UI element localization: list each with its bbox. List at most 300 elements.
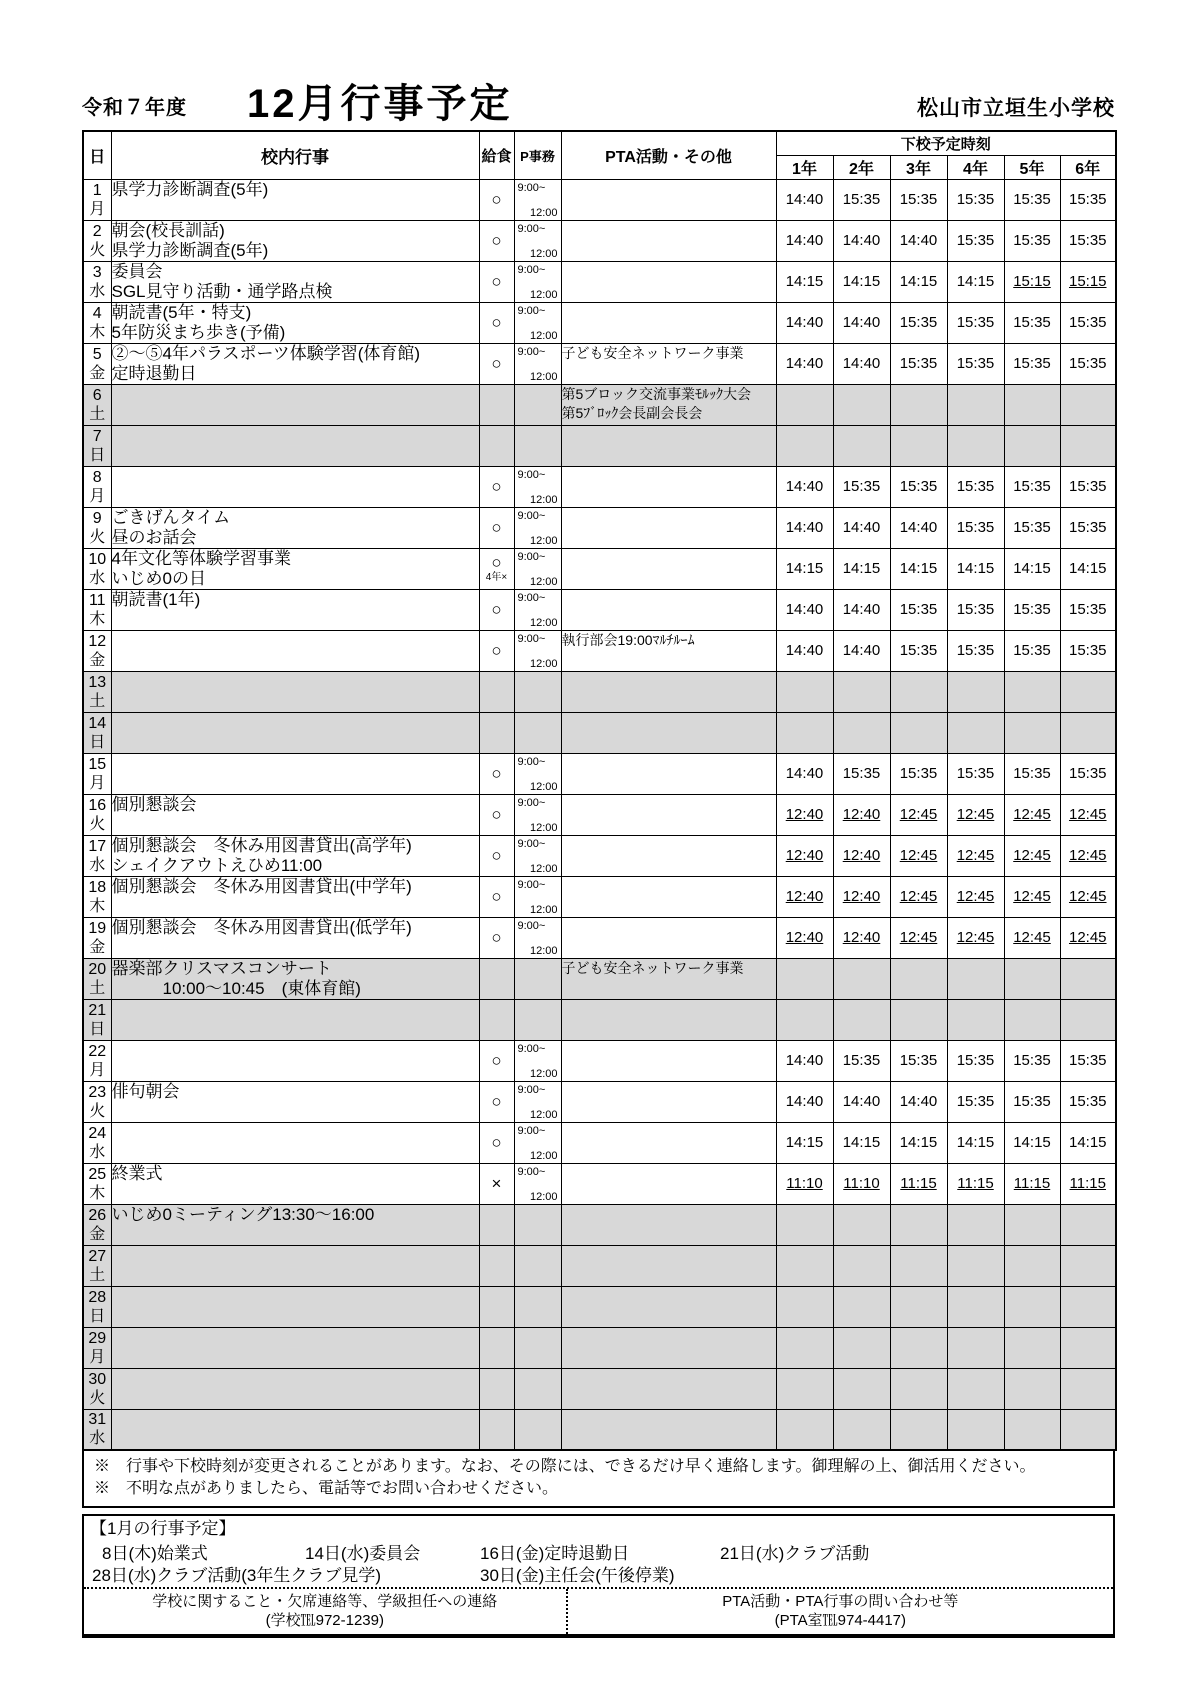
header-grade-6: 6年: [1060, 155, 1116, 179]
p-jimu-end: 12:00: [529, 329, 558, 342]
pta-cell: [561, 1163, 776, 1204]
dismissal-time-grade-4: [947, 1122, 1004, 1163]
dismissal-time-grade-6: [1060, 507, 1116, 548]
dismissal-time-grade-6: [1060, 466, 1116, 507]
dismissal-time-grade-2: [833, 753, 890, 794]
day-number: 7: [92, 427, 102, 445]
p-jimu-end: 12:00: [529, 1067, 558, 1080]
lunch-mark: ○: [491, 640, 502, 660]
dismissal-time-grade-1: [776, 179, 833, 220]
dismissal-time-grade-4: [947, 425, 1004, 466]
weekday-label: 月: [89, 200, 106, 218]
pta-cell: [561, 220, 776, 261]
event-line: いじめ0ミーティング13:30～16:00: [111, 1204, 375, 1224]
event-line: 朝読書(5年・特支): [111, 302, 252, 322]
weekday-label: 水: [89, 856, 106, 874]
p-jimu-start: 9:00~: [517, 919, 546, 932]
p-jimu-start: 9:00~: [517, 304, 546, 317]
p-jimu-start: 9:00~: [517, 632, 546, 645]
p-jimu-cell: [514, 999, 561, 1040]
dismissal-time-grade-1: [776, 1163, 833, 1204]
dismissal-time-grade-5: [1004, 548, 1060, 589]
dismissal-time-grade-3: [890, 1163, 947, 1204]
time-value: 15:35: [899, 355, 938, 372]
weekday-label: 金: [89, 651, 106, 669]
pta-cell: [561, 548, 776, 589]
day-number: 25: [88, 1165, 107, 1183]
p-jimu-cell: [514, 753, 561, 794]
dismissal-time-grade-1: [776, 1245, 833, 1286]
dismissal-time-grade-3: [890, 1040, 947, 1081]
day-number: 21: [88, 1001, 107, 1019]
dismissal-time-grade-4: [947, 384, 1004, 425]
time-value: 15:35: [899, 314, 938, 331]
dismissal-time-grade-3: [890, 630, 947, 671]
dismissal-time-grade-6: [1060, 753, 1116, 794]
dismissal-time-grade-3: [890, 876, 947, 917]
lunch-mark: ○: [491, 476, 502, 496]
weekday-label: 水: [89, 569, 106, 587]
dismissal-time-grade-2: [833, 589, 890, 630]
dismissal-time-grade-1: [776, 1409, 833, 1450]
p-jimu-cell: [514, 1040, 561, 1081]
events-cell: [111, 712, 479, 753]
time-value: 15:35: [899, 601, 938, 618]
day-number: 5: [92, 345, 102, 363]
dismissal-time-grade-4: [947, 1409, 1004, 1450]
lunch-note: 4年×: [485, 572, 508, 583]
events-cell: [111, 876, 479, 917]
time-value: 14:15: [956, 560, 995, 577]
time-value: 15:35: [1068, 765, 1107, 782]
dismissal-time-grade-1: [776, 466, 833, 507]
event-line: 朝会(校長訓話): [111, 220, 225, 240]
lunch-mark: ×: [491, 1173, 502, 1193]
dismissal-time-grade-1: [776, 671, 833, 712]
time-value: 14:40: [785, 601, 824, 618]
schedule-row-day-13: [83, 671, 1116, 712]
events-cell: [111, 466, 479, 507]
p-jimu-cell: [514, 1368, 561, 1409]
dismissal-time-grade-2: [833, 794, 890, 835]
day-number: 29: [88, 1329, 107, 1347]
events-cell: [111, 1286, 479, 1327]
dismissal-time-grade-2: [833, 466, 890, 507]
pta-cell: [561, 589, 776, 630]
dismissal-time-grade-6: [1060, 1368, 1116, 1409]
day-cell: [83, 1286, 111, 1327]
lunch-cell: [479, 794, 514, 835]
weekday-label: 金: [89, 1225, 106, 1243]
time-value: 15:35: [1068, 1093, 1107, 1110]
dismissal-time-grade-3: [890, 466, 947, 507]
day-cell: [83, 261, 111, 302]
weekday-label: 日: [89, 1020, 106, 1038]
day-number: 10: [88, 550, 107, 568]
time-value: 12:45: [1013, 888, 1051, 905]
lunch-cell: [479, 507, 514, 548]
day-number: 27: [88, 1247, 107, 1265]
dismissal-time-grade-6: [1060, 1327, 1116, 1368]
p-jimu-cell: [514, 1327, 561, 1368]
p-jimu-start: 9:00~: [517, 345, 546, 358]
schedule-row-day-17: [83, 835, 1116, 876]
time-value: 14:15: [956, 1134, 995, 1151]
day-number: 14: [88, 714, 107, 732]
dismissal-time-grade-4: [947, 999, 1004, 1040]
pta-cell: [561, 261, 776, 302]
lunch-cell: [479, 302, 514, 343]
dismissal-time-grade-5: [1004, 1327, 1060, 1368]
schedule-row-day-22: [83, 1040, 1116, 1081]
dismissal-time-grade-1: [776, 1368, 833, 1409]
day-cell: [83, 179, 111, 220]
time-value: 14:15: [785, 560, 824, 577]
lunch-cell: [479, 179, 514, 220]
dismissal-time-grade-3: [890, 384, 947, 425]
dismissal-time-grade-3: [890, 999, 947, 1040]
pta-cell: [561, 1368, 776, 1409]
contact-box: [84, 1587, 1113, 1634]
dismissal-time-grade-3: [890, 425, 947, 466]
dismissal-time-grade-3: [890, 343, 947, 384]
time-value: 12:45: [1068, 847, 1107, 864]
dismissal-time-grade-1: [776, 1081, 833, 1122]
schedule-row-day-2: [83, 220, 1116, 261]
dismissal-time-grade-1: [776, 917, 833, 958]
dismissal-time-grade-4: [947, 179, 1004, 220]
events-cell: [111, 671, 479, 712]
day-cell: [83, 384, 111, 425]
time-value: 15:35: [1068, 355, 1107, 372]
time-value: 15:35: [956, 314, 995, 331]
p-jimu-start: 9:00~: [517, 263, 546, 276]
lunch-mark: ○: [491, 353, 502, 373]
dismissal-time-grade-3: [890, 589, 947, 630]
schedule-row-day-1: [83, 179, 1116, 220]
time-value: 12:45: [1013, 929, 1051, 946]
pta-line: 執行部会19:00ﾏﾙﾁﾙｰﾑ: [561, 631, 695, 648]
dismissal-time-grade-4: [947, 589, 1004, 630]
dismissal-time-grade-1: [776, 876, 833, 917]
page-title: 12月行事予定: [247, 82, 513, 126]
day-number: 18: [88, 878, 107, 896]
time-value: 14:40: [785, 232, 824, 249]
events-cell: [111, 1327, 479, 1368]
day-number: 2: [92, 222, 102, 240]
events-cell: [111, 1040, 479, 1081]
day-cell: [83, 753, 111, 794]
lunch-cell: [479, 1122, 514, 1163]
weekday-label: 月: [89, 774, 106, 792]
events-cell: [111, 548, 479, 589]
day-cell: [83, 835, 111, 876]
day-number: 13: [88, 673, 107, 691]
time-value: 12:45: [899, 806, 938, 823]
weekday-label: 金: [89, 938, 106, 956]
p-jimu-cell: [514, 1204, 561, 1245]
pta-cell: [561, 179, 776, 220]
events-cell: [111, 1122, 479, 1163]
dismissal-time-grade-3: [890, 1409, 947, 1450]
pta-cell: [561, 999, 776, 1040]
pta-cell: [561, 671, 776, 712]
p-jimu-cell: [514, 466, 561, 507]
lunch-cell: [479, 630, 514, 671]
schedule-row-day-21: [83, 999, 1116, 1040]
dismissal-time-grade-2: [833, 507, 890, 548]
pta-cell: [561, 917, 776, 958]
day-cell: [83, 1245, 111, 1286]
title-bar: [82, 84, 1115, 124]
dismissal-time-grade-6: [1060, 958, 1116, 999]
time-value: 14:40: [785, 355, 824, 372]
pta-cell: [561, 1204, 776, 1245]
time-value: 14:15: [842, 1134, 881, 1151]
p-jimu-end: 12:00: [529, 903, 558, 916]
dismissal-time-grade-1: [776, 425, 833, 466]
dismissal-time-grade-1: [776, 384, 833, 425]
pta-cell: [561, 1409, 776, 1450]
time-value: 14:40: [842, 314, 881, 331]
dismissal-time-grade-5: [1004, 712, 1060, 753]
time-value: 15:35: [1013, 478, 1051, 495]
p-jimu-end: 12:00: [529, 288, 558, 301]
dismissal-time-grade-5: [1004, 671, 1060, 712]
time-value: 14:40: [785, 1093, 824, 1110]
events-cell: [111, 1368, 479, 1409]
dismissal-time-grade-4: [947, 630, 1004, 671]
time-value: 14:15: [1013, 1134, 1051, 1151]
dismissal-time-grade-5: [1004, 466, 1060, 507]
time-value: 11:15: [1013, 1175, 1051, 1192]
contact-pta-phone: (PTA室℡974-4417): [774, 1612, 907, 1629]
day-number: 11: [88, 591, 106, 609]
pta-cell: [561, 1327, 776, 1368]
pta-cell: [561, 958, 776, 999]
dismissal-time-grade-3: [890, 794, 947, 835]
dismissal-time-grade-3: [890, 712, 947, 753]
lunch-mark: ○: [491, 599, 502, 619]
p-jimu-cell: [514, 343, 561, 384]
time-value: 14:15: [1068, 1134, 1107, 1151]
dismissal-time-grade-3: [890, 179, 947, 220]
p-jimu-cell: [514, 876, 561, 917]
lunch-cell: [479, 1368, 514, 1409]
time-value: 12:45: [956, 888, 995, 905]
time-value: 15:15: [1013, 273, 1051, 290]
dismissal-time-grade-1: [776, 507, 833, 548]
dismissal-time-grade-6: [1060, 425, 1116, 466]
dismissal-time-grade-2: [833, 1163, 890, 1204]
p-jimu-end: 12:00: [529, 862, 558, 875]
dismissal-time-grade-3: [890, 835, 947, 876]
time-value: 15:35: [956, 355, 995, 372]
schedule-row-day-12: [83, 630, 1116, 671]
event-line: シェイクアウトえひめ11:00: [111, 855, 323, 875]
events-cell: [111, 835, 479, 876]
schedule-row-day-28: [83, 1286, 1116, 1327]
events-cell: [111, 1204, 479, 1245]
january-event: 16日(金)定時退勤日: [480, 1544, 630, 1563]
schedule-row-day-4: [83, 302, 1116, 343]
dismissal-time-grade-5: [1004, 999, 1060, 1040]
time-value: 12:45: [899, 888, 938, 905]
school-name: 松山市立垣生小学校: [917, 97, 1115, 120]
schedule-row-day-8: [83, 466, 1116, 507]
dismissal-time-grade-4: [947, 712, 1004, 753]
header-grade-4: 4年: [947, 155, 1004, 179]
p-jimu-cell: [514, 261, 561, 302]
header-grade-1: 1年: [776, 155, 833, 179]
dismissal-time-grade-5: [1004, 261, 1060, 302]
dismissal-time-grade-5: [1004, 425, 1060, 466]
events-cell: [111, 1409, 479, 1450]
p-jimu-cell: [514, 1122, 561, 1163]
pta-line: 子ども安全ネットワーク事業: [561, 344, 744, 361]
time-value: 12:45: [899, 847, 938, 864]
p-jimu-start: 9:00~: [517, 1042, 546, 1055]
events-cell: [111, 507, 479, 548]
weekday-label: 火: [89, 1389, 106, 1407]
january-event: 14日(水)委員会: [305, 1544, 421, 1563]
schedule-row-day-29: [83, 1327, 1116, 1368]
schedule-row-day-5: [83, 343, 1116, 384]
dismissal-time-grade-3: [890, 1368, 947, 1409]
time-value: 12:45: [899, 929, 938, 946]
dismissal-time-grade-4: [947, 958, 1004, 999]
p-jimu-start: 9:00~: [517, 796, 546, 809]
dismissal-time-grade-6: [1060, 794, 1116, 835]
dismissal-time-grade-2: [833, 712, 890, 753]
dismissal-time-grade-3: [890, 1122, 947, 1163]
dismissal-time-grade-6: [1060, 1040, 1116, 1081]
p-jimu-cell: [514, 630, 561, 671]
dismissal-time-grade-3: [890, 671, 947, 712]
p-jimu-end: 12:00: [529, 1108, 558, 1121]
lunch-cell: [479, 343, 514, 384]
lunch-cell: [479, 1327, 514, 1368]
p-jimu-start: 9:00~: [517, 509, 546, 522]
lunch-cell: [479, 917, 514, 958]
day-cell: [83, 876, 111, 917]
dismissal-time-grade-5: [1004, 1286, 1060, 1327]
dismissal-time-grade-3: [890, 1286, 947, 1327]
header-events: 校内行事: [111, 131, 479, 179]
dismissal-time-grade-6: [1060, 1163, 1116, 1204]
lunch-cell: [479, 835, 514, 876]
schedule-row-day-27: [83, 1245, 1116, 1286]
schedule-row-day-10: [83, 548, 1116, 589]
dismissal-time-grade-4: [947, 507, 1004, 548]
dismissal-time-grade-4: [947, 1245, 1004, 1286]
weekday-label: 土: [89, 1266, 106, 1284]
dismissal-time-grade-5: [1004, 794, 1060, 835]
p-jimu-end: 12:00: [529, 657, 558, 670]
time-value: 14:15: [1013, 560, 1051, 577]
january-event: 8日(木)始業式: [102, 1544, 208, 1563]
p-jimu-end: 12:00: [529, 206, 558, 219]
day-number: 4: [92, 304, 102, 322]
time-value: 14:40: [842, 642, 881, 659]
schedule-row-day-31: [83, 1409, 1116, 1450]
p-jimu-cell: [514, 917, 561, 958]
dismissal-time-grade-6: [1060, 220, 1116, 261]
dismissal-time-grade-2: [833, 671, 890, 712]
weekday-label: 日: [89, 733, 106, 751]
weekday-label: 月: [89, 1061, 106, 1079]
dismissal-time-grade-6: [1060, 835, 1116, 876]
weekday-label: 土: [89, 692, 106, 710]
event-line: ②～⑤4年パラスポーツ体験学習(体育館): [111, 343, 421, 363]
day-number: 31: [88, 1411, 107, 1429]
events-cell: [111, 794, 479, 835]
events-cell: [111, 958, 479, 999]
day-cell: [83, 1040, 111, 1081]
time-value: 15:35: [842, 478, 881, 495]
time-value: 15:35: [899, 478, 938, 495]
time-value: 15:15: [1068, 273, 1107, 290]
dismissal-time-grade-5: [1004, 302, 1060, 343]
dismissal-time-grade-6: [1060, 1409, 1116, 1450]
pta-cell: [561, 712, 776, 753]
p-jimu-cell: [514, 794, 561, 835]
dismissal-time-grade-5: [1004, 343, 1060, 384]
event-line: 器楽部クリスマスコンサート: [111, 958, 332, 978]
dismissal-time-grade-6: [1060, 1245, 1116, 1286]
time-value: 15:35: [1068, 1052, 1107, 1069]
time-value: 15:35: [1068, 232, 1107, 249]
dismissal-time-grade-5: [1004, 1204, 1060, 1245]
weekday-label: 木: [89, 610, 106, 628]
time-value: 15:35: [842, 1052, 881, 1069]
dismissal-time-grade-6: [1060, 917, 1116, 958]
p-jimu-end: 12:00: [529, 370, 558, 383]
dismissal-time-grade-4: [947, 794, 1004, 835]
time-value: 14:15: [956, 273, 995, 290]
p-jimu-end: 12:00: [529, 247, 558, 260]
dismissal-time-grade-1: [776, 835, 833, 876]
weekday-label: 木: [89, 897, 106, 915]
schedule-row-day-19: [83, 917, 1116, 958]
p-jimu-cell: [514, 1409, 561, 1450]
time-value: 15:35: [1013, 601, 1051, 618]
lunch-mark: ○: [491, 230, 502, 250]
time-value: 14:15: [842, 273, 881, 290]
p-jimu-end: 12:00: [529, 1190, 558, 1203]
lunch-mark: ○: [491, 1132, 502, 1152]
time-value: 15:35: [1068, 519, 1107, 536]
dismissal-time-grade-5: [1004, 1163, 1060, 1204]
schedule-row-day-15: [83, 753, 1116, 794]
time-value: 15:35: [956, 601, 995, 618]
events-cell: [111, 302, 479, 343]
weekday-label: 水: [89, 282, 106, 300]
header-lunch: 給食: [479, 131, 514, 179]
time-value: 14:40: [899, 1093, 938, 1110]
day-number: 1: [92, 181, 102, 199]
p-jimu-start: 9:00~: [517, 1165, 546, 1178]
time-value: 12:45: [1013, 806, 1051, 823]
time-value: 14:40: [785, 765, 824, 782]
pta-cell: [561, 835, 776, 876]
time-value: 12:45: [1068, 806, 1107, 823]
day-cell: [83, 466, 111, 507]
time-value: 15:35: [956, 478, 995, 495]
january-event: 28日(水)クラブ活動(3年生クラブ見学): [92, 1566, 382, 1585]
time-value: 15:35: [1068, 191, 1107, 208]
extra-box: [82, 1514, 1115, 1638]
